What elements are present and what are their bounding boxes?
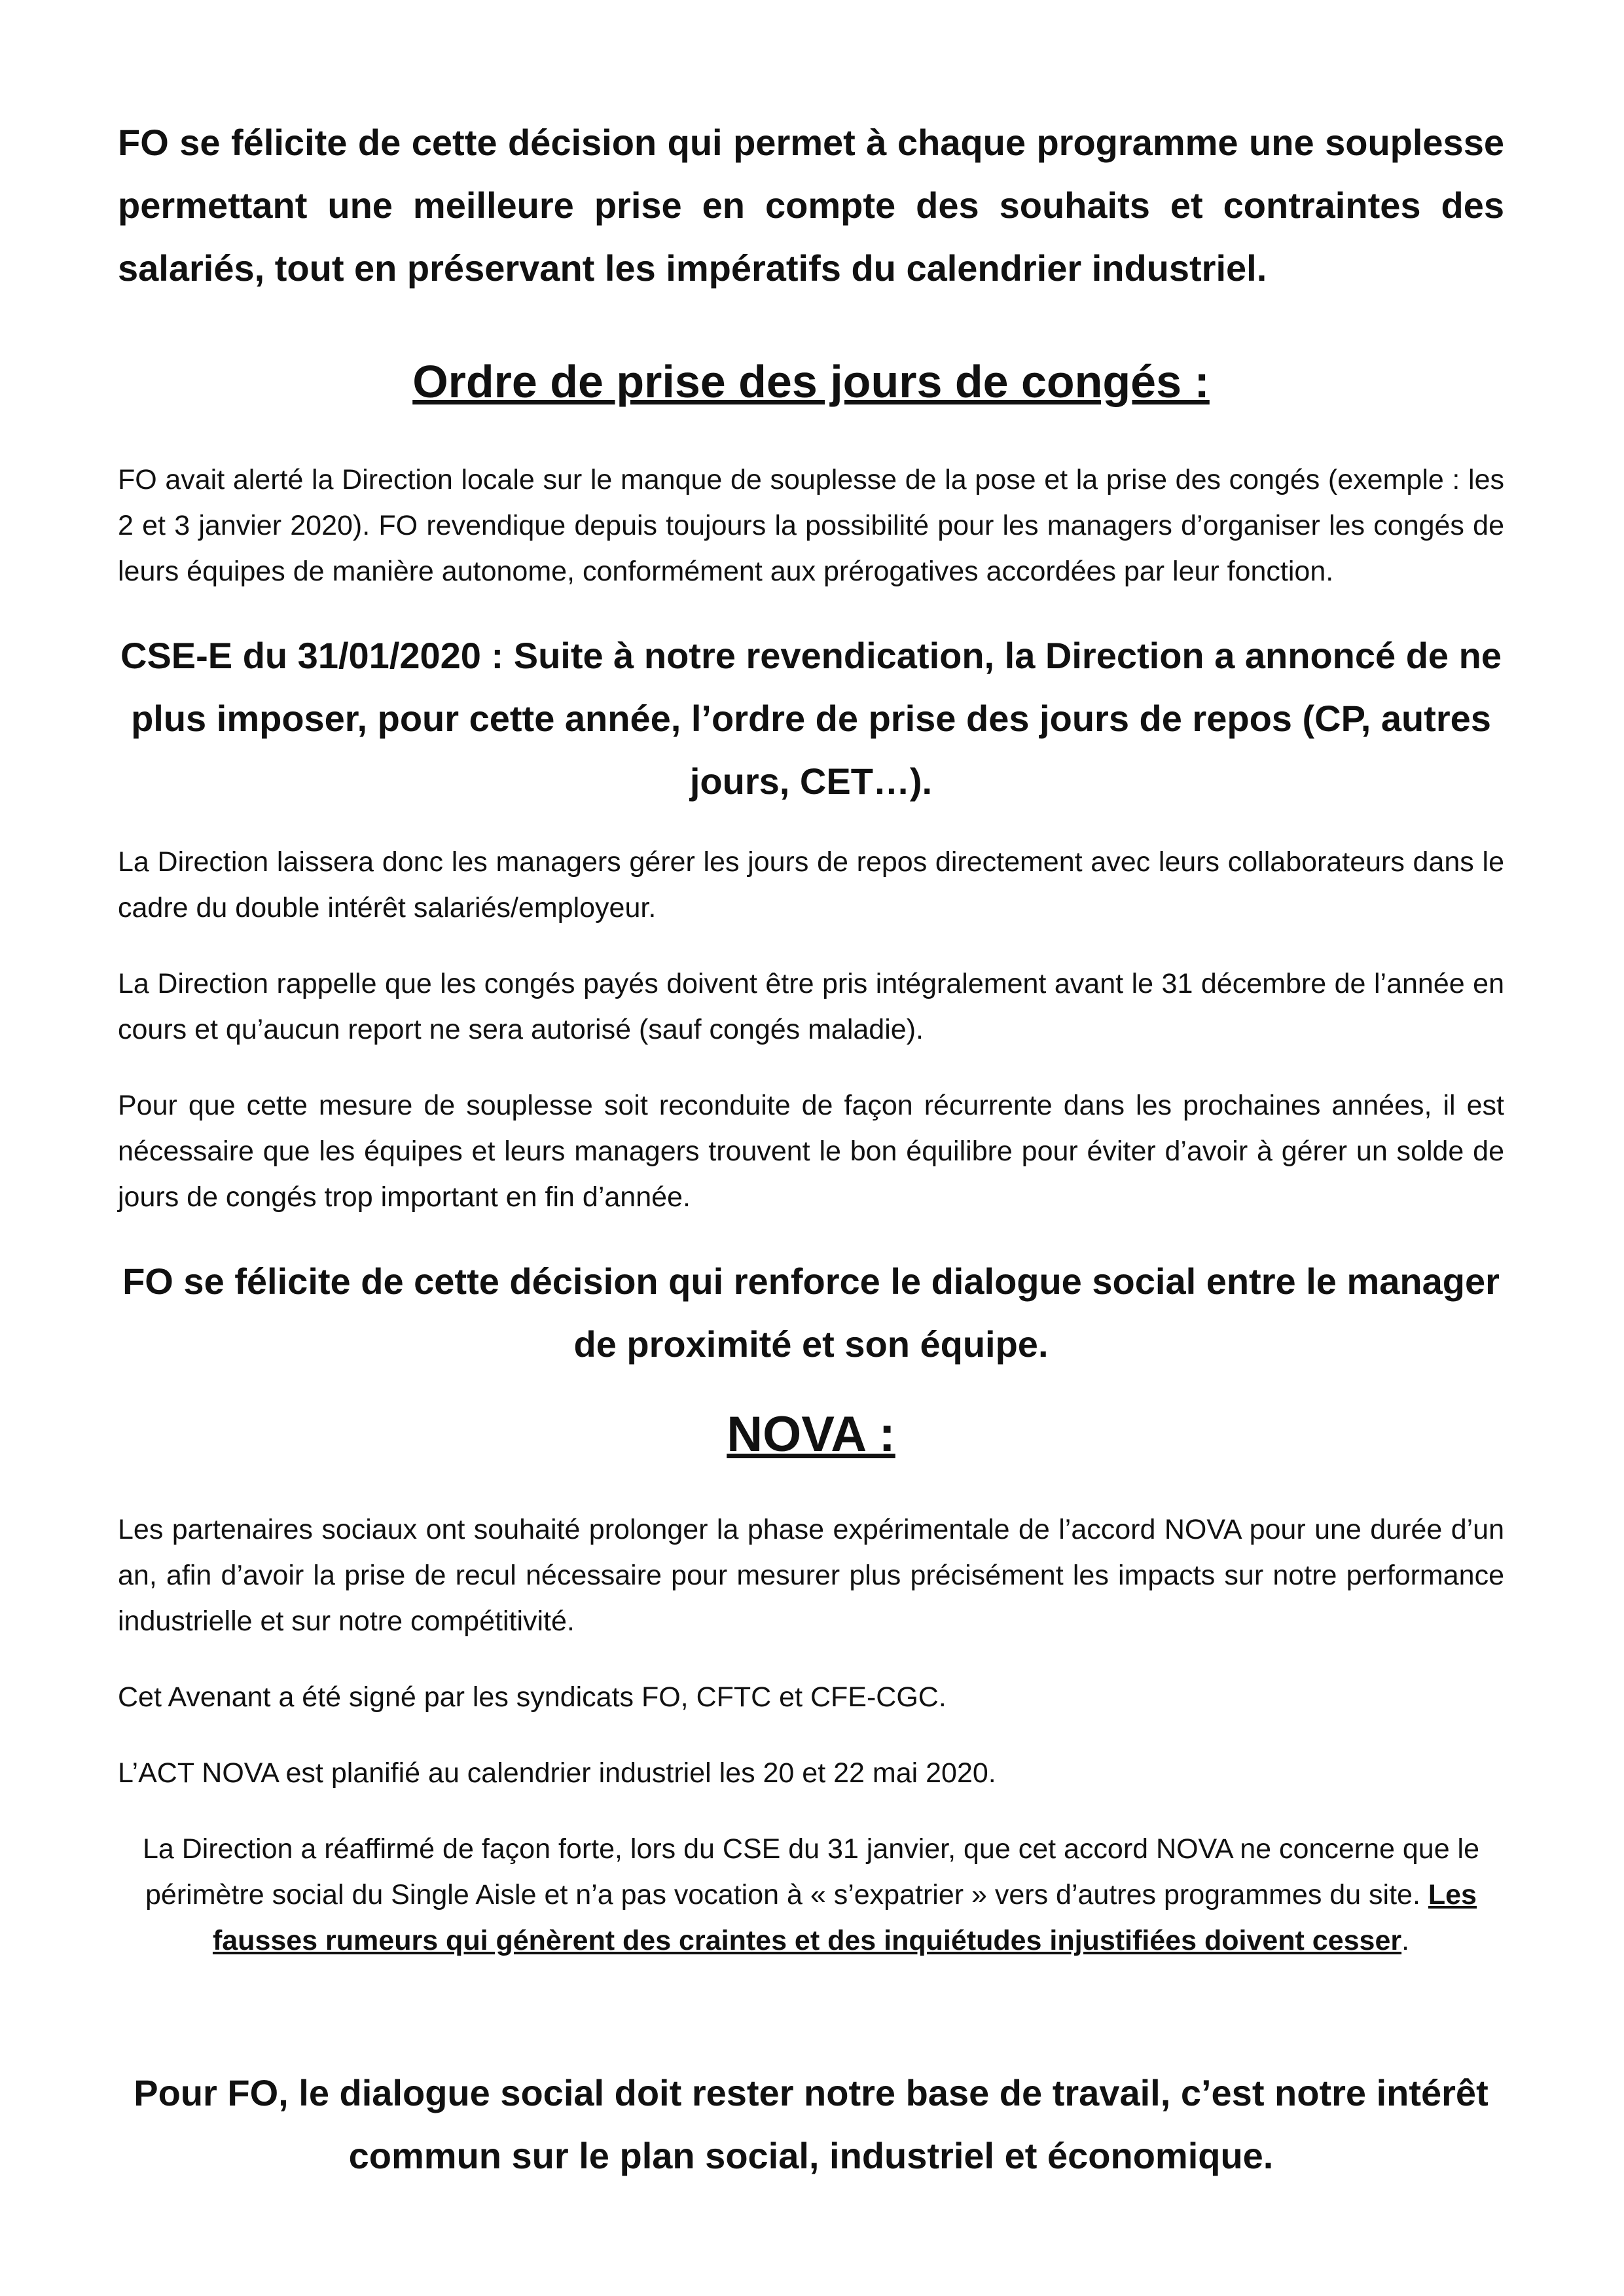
- conges-paragraph-1: FO avait alerté la Direction locale sur le manque de souplesse de la pose et la prise des congés (exemple : les 2 et 3 janvier 2020). FO revendique depuis toujours la possibilité pour les managers d’organiser les congés de leurs équipes de manière autonome, conformément aux prérogatives accordées par leur fonction.: [118, 464, 1504, 587]
- nova-paragraph-4-end: .: [1401, 1925, 1410, 1956]
- conges-paragraph-2: La Direction laissera donc les managers gérer les jours de repos directement avec leurs collaborateurs dans le cadre du double intérêt salariés/employeur.: [118, 846, 1504, 924]
- section-title-conges: Ordre de prise des jours de congés :: [412, 356, 1210, 407]
- closing-statement: Pour FO, le dialogue social doit rester notre base de travail, c’est notre intérêt commun sur le plan social, industriel et économique.: [134, 2072, 1489, 2176]
- nova-paragraph-4: [118, 1826, 1504, 1964]
- nova-paragraph-4-text: La Direction a réaffirmé de façon forte, lors du CSE du 31 janvier, que cet accord NOVA ne concerne que le périmètre social du Single Aisle et n’a pas vocation à « s’expatrier » vers d’autres programmes du site.: [142, 1833, 1480, 1910]
- rumeurs-emphasis: Les fausses rumeurs qui génèrent des craintes et des inquiétudes injustifiées doivent cesser: [212, 1879, 1477, 1956]
- intro-paragraph: FO se félicite de cette décision qui permet à chaque programme une souplesse permettant une meilleure prise en compte des souhaits et contraintes des salariés, tout en préservant les impératifs du calendrier industriel.: [118, 122, 1504, 289]
- nova-paragraph-2: Cet Avenant a été signé par les syndicats FO, CFTC et CFE-CGC.: [118, 1681, 947, 1713]
- nova-paragraph-1: Les partenaires sociaux ont souhaité prolonger la phase expérimentale de l’accord NOVA pour une durée d’un an, afin d’avoir la prise de recul nécessaire pour mesurer plus précisément les impacts sur notre performance industrielle et sur notre compétitivité.: [118, 1514, 1504, 1637]
- cse-highlight: CSE-E du 31/01/2020 : Suite à notre revendication, la Direction a annoncé de ne plus imposer, pour cette année, l’ordre de prise des jours de repos (CP, autres jours, CET…).: [120, 635, 1502, 802]
- nova-paragraph-3: L’ACT NOVA est planifié au calendrier industriel les 20 et 22 mai 2020.: [118, 1757, 996, 1789]
- conges-paragraph-3: La Direction rappelle que les congés payés doivent être pris intégralement avant le 31 décembre de l’année en cours et qu’aucun report ne sera autorisé (sauf congés maladie).: [118, 968, 1504, 1045]
- conges-paragraph-4: Pour que cette mesure de souplesse soit reconduite de façon récurrente dans les prochaines années, il est nécessaire que les équipes et leurs managers trouvent le bon équilibre pour éviter d’avoir à gérer un solde de jours de congés trop important en fin d’année.: [118, 1090, 1504, 1213]
- conges-conclusion: FO se félicite de cette décision qui renforce le dialogue social entre le manager de proximité et son équipe.: [122, 1261, 1500, 1365]
- document-page: [118, 111, 1504, 2187]
- section-title-nova: NOVA :: [727, 1407, 895, 1462]
